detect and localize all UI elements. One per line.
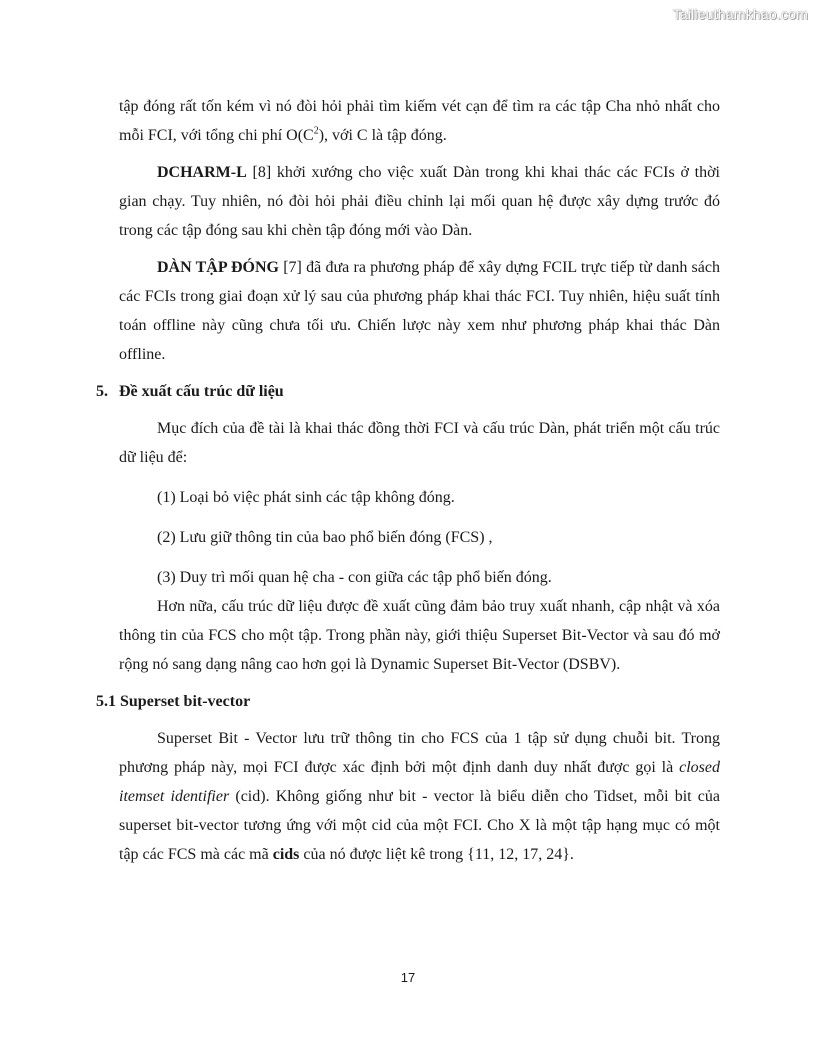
section-5-1-heading: 5.1 Superset bit-vector — [96, 693, 251, 710]
dcharm-text: [8] khởi xướng cho việc xuất Dàn trong khi khai thác các FCIs ở thời gian chạy. Tuy nhiên, nó đòi hỏi phải điều chỉnh lại mối quan hệ được xây dựng trước đó trong các tập đóng sau khi chèn tập đóng mới vào Dàn. — [119, 164, 720, 239]
section-5-number: 5. — [96, 383, 108, 400]
p1-text-a: tập đóng rất tốn kém vì nó đòi hỏi phải tìm kiếm vét cạn để tìm ra các tập Cha nhỏ nhất cho mỗi FCI, với tổng chi phí O(C — [119, 98, 720, 144]
section-5-title: Đề xuất cấu trúc dữ liệu — [119, 383, 284, 400]
p6-text-c: của nó được liệt kê trong {11, 12, 17, 24}. — [299, 846, 574, 863]
paragraph-continuation — [119, 92, 720, 150]
list-item-3: (3) Duy trì mối quan hệ cha - con giữa các tập phổ biến đóng. — [157, 569, 552, 586]
cids-term: cids — [272, 846, 300, 863]
p1-superscript: 2 — [313, 125, 319, 137]
paragraph-purpose: Mục đích của đề tài là khai thác đồng thời FCI và cấu trúc Dàn, phát triển một cấu trúc dữ liệu để: — [119, 420, 720, 466]
paragraph-superset-bit-vector — [119, 724, 720, 869]
dan-tap-dong-term: DÀN TẬP ĐÓNG — [157, 259, 279, 276]
page-number: 17 — [400, 970, 416, 985]
watermark: Tailieuthamkhao.com — [672, 6, 808, 22]
section-5-heading — [96, 377, 697, 406]
dcharm-term: DCHARM-L — [157, 164, 247, 181]
paragraph-dan-tap-dong — [119, 253, 720, 369]
document-page — [96, 92, 720, 869]
list-item-1: (1) Loại bỏ việc phát sinh các tập không đóng. — [157, 489, 455, 506]
paragraph-dcharm — [119, 158, 720, 245]
p6-text-a: Superset Bit - Vector lưu trữ thông tin cho FCS của 1 tập sử dụng chuỗi bit. Trong phương pháp này, mọi FCI được xác định bởi một định danh duy nhất được gọi là — [119, 730, 720, 776]
paragraph-moreover: Hơn nữa, cấu trúc dữ liệu được đề xuất cũng đảm bảo truy xuất nhanh, cập nhật và xóa thông tin của FCS cho một tập. Trong phần này, giới thiệu Superset Bit-Vector và sau đó mở rộng nó sang dạng nâng cao hơn gọi là Dynamic Superset Bit-Vector (DSBV). — [119, 598, 720, 673]
dan-tap-dong-text: [7] đã đưa ra phương pháp để xây dựng FCIL trực tiếp từ danh sách các FCIs trong giai đoạn xử lý sau của phương pháp khai thác FCI. Tuy nhiên, hiệu suất tính toán offline này cũng chưa tối ưu. Chiến lược này xem như phương pháp khai thác Dàn offline. — [119, 259, 720, 363]
p1-text-b: ), với C là tập đóng. — [318, 127, 447, 144]
closed-itemset-identifier-term: closed itemset identifier — [119, 759, 720, 805]
list-item-2: (2) Lưu giữ thông tin của bao phổ biến đóng (FCS) , — [157, 529, 493, 546]
p6-text-b: (cid). Không giống như bit - vector là biểu diễn cho Tidset, mỗi bit của superset bit-vector tương ứng với một cid của một FCI. Cho X là một tập hạng mục có một tập các FCS mà các mã — [119, 788, 720, 863]
